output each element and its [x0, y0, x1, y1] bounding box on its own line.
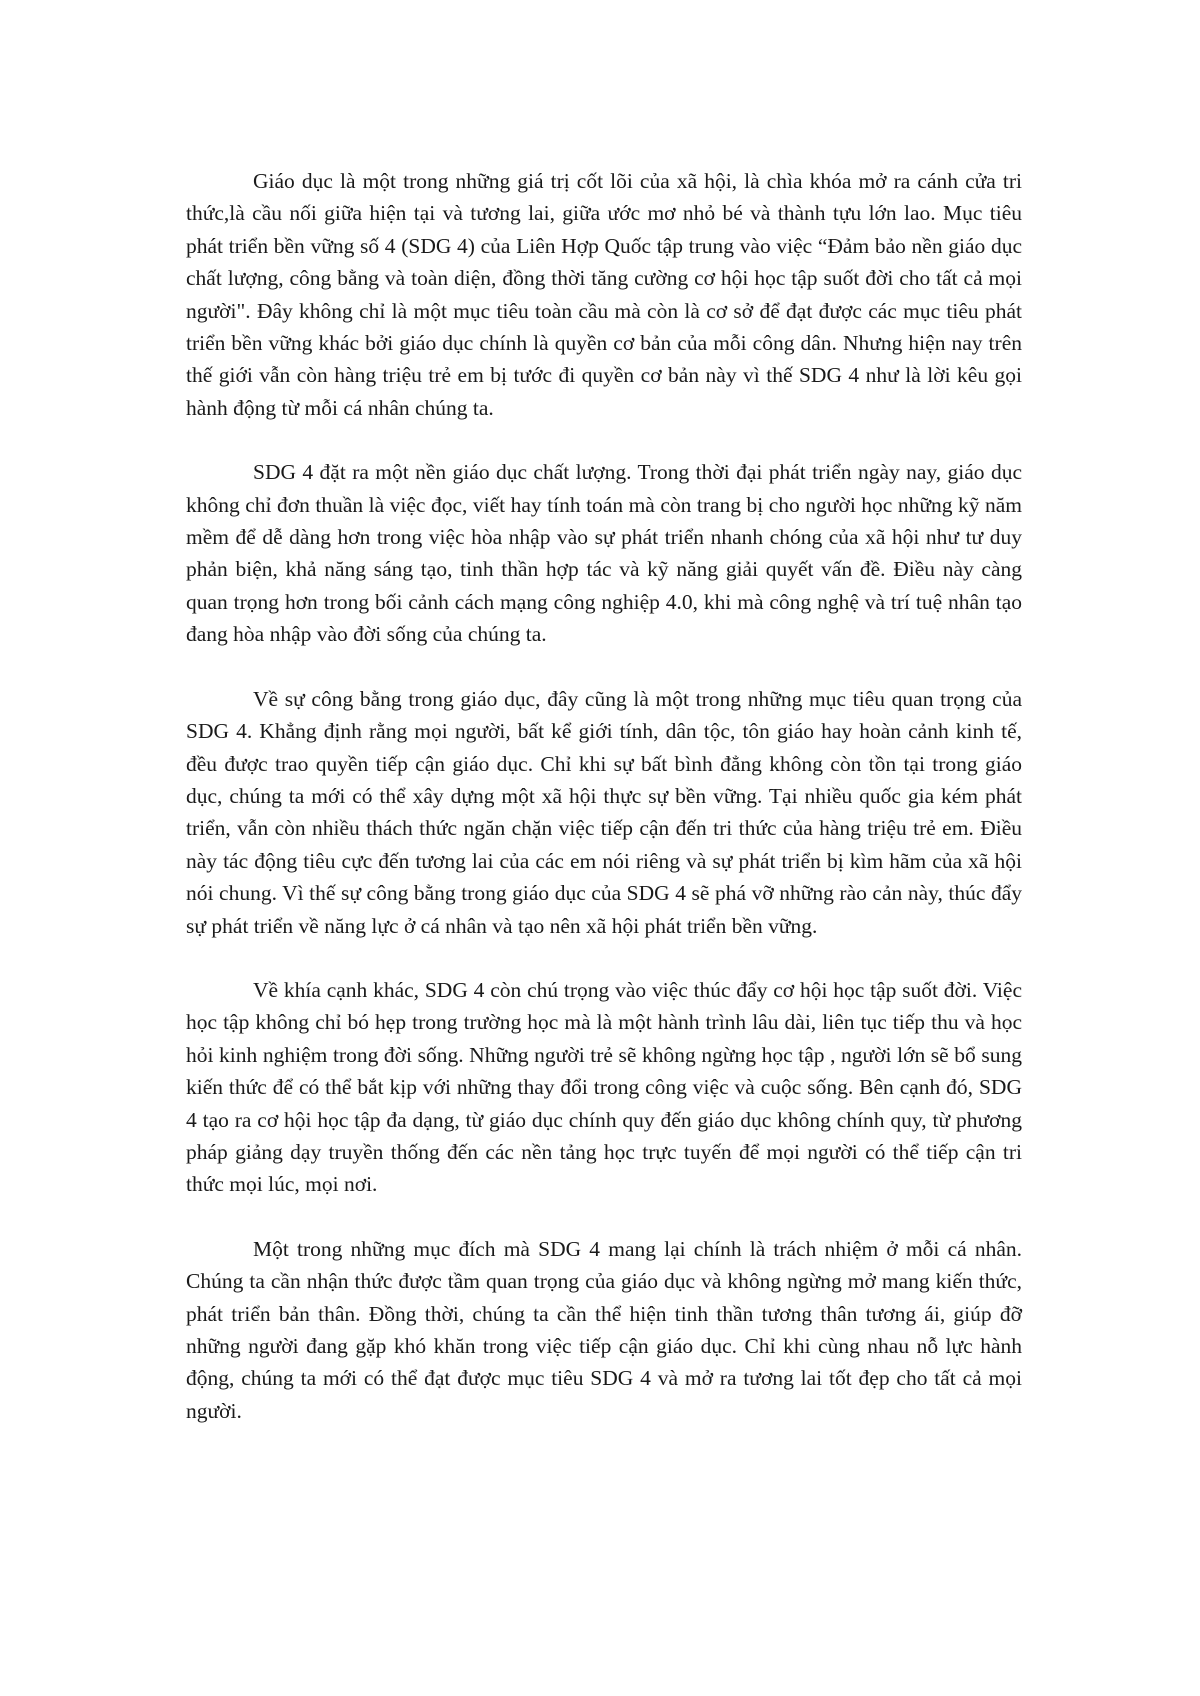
document-body: [186, 165, 1022, 1459]
paragraph-introduction: Giáo dục là một trong những giá trị cốt lõi của xã hội, là chìa khóa mở ra cánh cửa tri thức,là cầu nối giữa hiện tại và tương lai, giữa ước mơ nhỏ bé và thành tựu lớn lao. Mục tiêu phát triển bền vững số 4 (SDG 4) của Liên Hợp Quốc tập trung vào việc “Đảm bảo nền giáo dục chất lượng, công bằng và toàn diện, đồng thời tăng cường cơ hội học tập suốt đời cho tất cả mọi người". Đây không chỉ là một mục tiêu toàn cầu mà còn là cơ sở để đạt được các mục tiêu phát triển bền vững khác bởi giáo dục chính là quyền cơ bản của mỗi công dân. Nhưng hiện nay trên thế giới vẫn còn hàng triệu trẻ em bị tước đi quyền cơ bản này vì thế SDG 4 như là lời kêu gọi hành động từ mỗi cá nhân chúng ta.: [186, 169, 1022, 420]
paragraph-equity: Về sự công bằng trong giáo dục, đây cũng là một trong những mục tiêu quan trọng của SDG 4. Khẳng định rằng mọi người, bất kể giới tính, dân tộc, tôn giáo hay hoàn cảnh kinh tế, đều được trao quyền tiếp cận giáo dục. Chỉ khi sự bất bình đẳng không còn tồn tại trong giáo dục, chúng ta mới có thể xây dựng một xã hội thực sự bền vững. Tại nhiều quốc gia kém phát triển, vẫn còn nhiều thách thức ngăn chặn việc tiếp cận đến tri thức của hàng triệu trẻ em. Điều này tác động tiêu cực đến tương lai của các em nói riêng và sự phát triển bị kìm hãm của xã hội nói chung. Vì thế sự công bằng trong giáo dục của SDG 4 sẽ phá vỡ những rào cản này, thúc đẩy sự phát triển về năng lực ở cá nhân và tạo nên xã hội phát triển bền vững.: [186, 686, 1022, 938]
paragraph-lifelong-learning: Về khía cạnh khác, SDG 4 còn chú trọng vào việc thúc đẩy cơ hội học tập suốt đời. Việc học tập không chỉ bó hẹp trong trường học mà là một hành trình lâu dài, liên tục tiếp thu và học hỏi kinh nghiệm trong đời sống. Những người trẻ sẽ không ngừng học tập , người lớn sẽ bổ sung kiến thức để có thể bắt kịp với những thay đổi trong công việc và cuộc sống. Bên cạnh đó, SDG 4 tạo ra cơ hội học tập đa dạng, từ giáo dục chính quy đến giáo dục không chính quy, từ phương pháp giảng dạy truyền thống đến các nền tảng học trực tuyến để mọi người có thể tiếp cận tri thức mọi lúc, mọi nơi.: [186, 977, 1022, 1197]
paragraph-individual-responsibility: Một trong những mục đích mà SDG 4 mang lại chính là trách nhiệm ở mỗi cá nhân. Chúng ta cần nhận thức được tầm quan trọng của giáo dục và không ngừng mở mang kiến thức, phát triển bản thân. Đồng thời, chúng ta cần thể hiện tinh thần tương thân tương ái, giúp đỡ những người đang gặp khó khăn trong việc tiếp cận giáo dục. Chỉ khi cùng nhau nỗ lực hành động, chúng ta mới có thể đạt được mục tiêu SDG 4 và mở ra tương lai tốt đẹp cho tất cả mọi người.: [186, 1236, 1022, 1423]
paragraph-quality-education: SDG 4 đặt ra một nền giáo dục chất lượng. Trong thời đại phát triển ngày nay, giáo dục không chỉ đơn thuần là việc đọc, viết hay tính toán mà còn trang bị cho người học những kỹ năm mềm để dễ dàng hơn trong việc hòa nhập vào sự phát triển nhanh chóng của xã hội như tư duy phản biện, khả năng sáng tạo, tinh thần hợp tác và kỹ năng giải quyết vấn đề. Điều này càng quan trọng hơn trong bối cảnh cách mạng công nghiệp 4.0, khi mà công nghệ và trí tuệ nhân tạo đang hòa nhập vào đời sống của chúng ta.: [186, 460, 1022, 647]
